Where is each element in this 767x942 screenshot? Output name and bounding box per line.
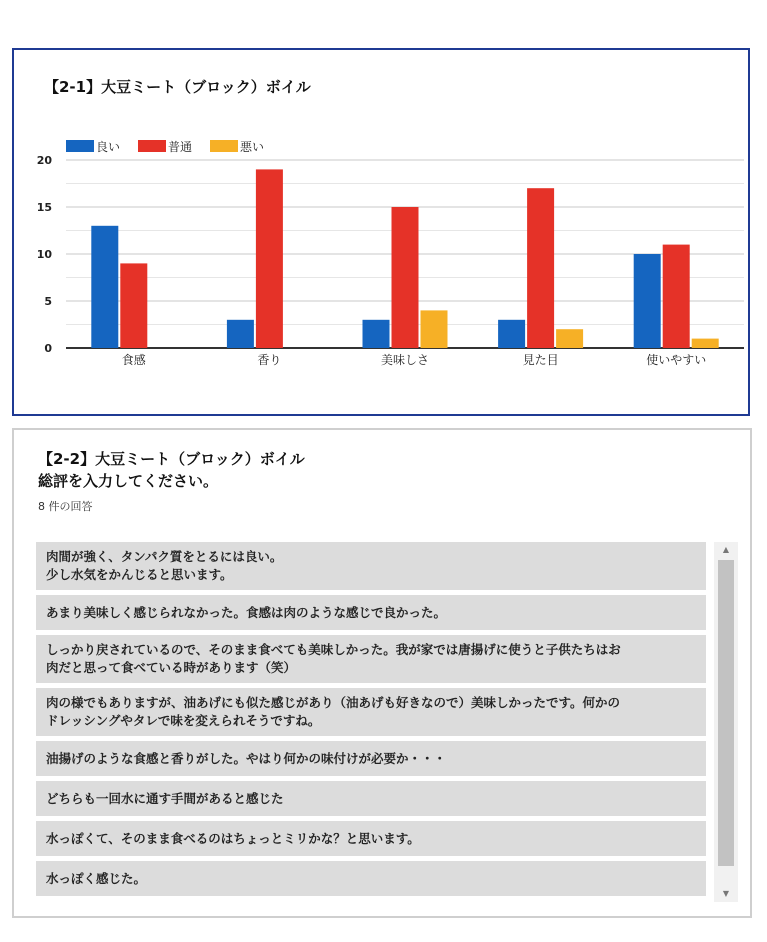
bar-normal xyxy=(527,188,554,348)
bar-chart xyxy=(14,50,748,414)
x-tick-label: 食感 xyxy=(121,353,146,367)
response-text: しっかり戻されているので、そのまま食べても美味しかった。我が家では唐揚げに使うと子供たちはお xyxy=(46,642,621,657)
x-tick-label: 美味しさ xyxy=(380,353,430,367)
bar-good xyxy=(91,226,118,348)
bar-bad xyxy=(556,329,583,348)
x-tick-label: 香り xyxy=(257,353,282,367)
scrollbar-thumb[interactable] xyxy=(718,560,734,866)
legend-swatch xyxy=(210,140,238,152)
response-text: あまり美味しく感じられなかった。食感は肉のような感じで良かった。 xyxy=(46,604,447,620)
chart-card xyxy=(12,48,750,416)
response-text: 少し水気をかんじると思います。 xyxy=(46,567,233,582)
y-tick-label: 0 xyxy=(44,342,52,355)
response-item xyxy=(36,821,706,856)
response-item xyxy=(36,635,706,683)
response-item xyxy=(36,688,706,736)
response-text: 水っぽく感じた。 xyxy=(46,870,147,886)
scroll-down-arrow-icon[interactable]: ▼ xyxy=(722,889,730,898)
x-tick-label: 使いやすい xyxy=(646,353,707,367)
y-tick-label: 20 xyxy=(36,154,52,167)
response-text: 水っぽくて、そのまま食べるのはちょっとミリかな？と思います。 xyxy=(46,830,420,846)
bar-good xyxy=(634,254,661,348)
response-item xyxy=(36,741,706,776)
response-count: 8 件の回答 xyxy=(38,500,93,513)
bar-normal xyxy=(256,169,283,348)
bar-good xyxy=(498,320,525,348)
y-tick-label: 15 xyxy=(36,201,52,214)
bar-normal xyxy=(663,245,690,348)
legend-swatch xyxy=(66,140,94,152)
legend-label: 普通 xyxy=(168,140,193,154)
response-text: 油揚げのような食感と香りがした。やはり何かの味付けが必要か・・・ xyxy=(46,750,447,766)
legend-label: 悪い xyxy=(240,140,265,154)
chart-title: 【2-1】大豆ミート（ブロック）ボイル xyxy=(44,78,311,96)
question-title-line2: 総評を入力してください。 xyxy=(38,472,219,490)
question-title-line1: 【2-2】大豆ミート（ブロック）ボイル xyxy=(38,450,305,468)
response-list xyxy=(36,542,706,901)
bar-good xyxy=(363,320,390,348)
bar-bad xyxy=(421,310,448,348)
response-text: 肉間が強く、タンパク質をとるには良い。 xyxy=(46,549,283,564)
y-tick-label: 5 xyxy=(44,295,52,308)
response-item xyxy=(36,781,706,816)
x-tick-label: 見た目 xyxy=(522,353,559,367)
legend-swatch xyxy=(138,140,166,152)
legend-label: 良い xyxy=(96,140,121,154)
bar-bad xyxy=(692,339,719,348)
scroll-up-arrow-icon[interactable]: ▲ xyxy=(722,545,730,554)
bar-normal xyxy=(120,263,147,348)
question-title xyxy=(38,448,305,492)
bar-normal xyxy=(392,207,419,348)
response-text: 肉の様でもありますが、油あげにも似た感じがあり（油あげも好きなので）美味しかったです。何かの xyxy=(46,695,621,710)
response-text: 肉だと思って食べている時があります（笑） xyxy=(46,660,297,675)
y-tick-label: 10 xyxy=(36,248,52,261)
response-text: ドレッシングやタレで味を変えられそうですね。 xyxy=(46,713,321,728)
response-card xyxy=(12,428,752,918)
response-text: どちらも一回水に通す手間があると感じた xyxy=(46,790,284,806)
bar-good xyxy=(227,320,254,348)
scrollbar[interactable] xyxy=(714,542,738,902)
response-item xyxy=(36,542,706,590)
response-item xyxy=(36,861,706,896)
response-item xyxy=(36,595,706,630)
